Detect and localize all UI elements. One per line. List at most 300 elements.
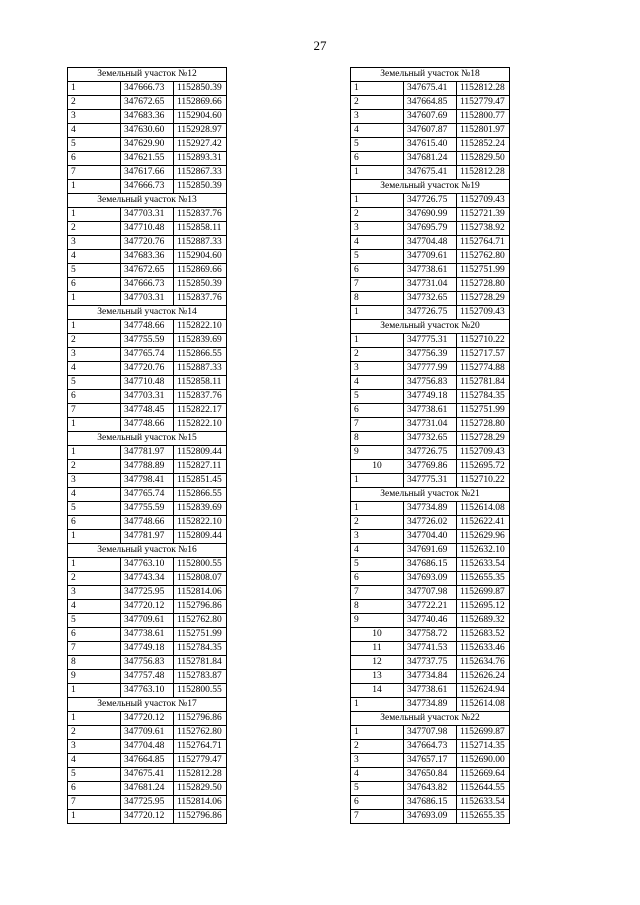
x-coordinate: 347734.89 (404, 698, 457, 712)
x-coordinate: 347743.34 (121, 572, 174, 586)
y-coordinate: 1152839.69 (174, 502, 227, 516)
table-row (351, 670, 510, 684)
y-coordinate: 1152644.55 (457, 782, 510, 796)
table-row (68, 208, 227, 222)
table-row (68, 110, 227, 124)
table-row (68, 362, 227, 376)
table-row (351, 264, 510, 278)
point-number: 3 (351, 530, 404, 544)
point-number: 6 (351, 264, 404, 278)
y-coordinate: 1152829.50 (457, 152, 510, 166)
x-coordinate: 347629.90 (121, 138, 174, 152)
y-coordinate: 1152764.71 (457, 236, 510, 250)
point-number: 5 (68, 376, 121, 390)
point-number: 3 (68, 740, 121, 754)
table-row (68, 166, 227, 180)
table-row (351, 432, 510, 446)
y-coordinate: 1152800.55 (174, 684, 227, 698)
table-row (351, 404, 510, 418)
x-coordinate: 347707.98 (404, 726, 457, 740)
x-coordinate: 347704.40 (404, 530, 457, 544)
point-number: 3 (68, 110, 121, 124)
y-coordinate: 1152710.22 (457, 334, 510, 348)
point-number: 4 (68, 754, 121, 768)
point-number: 6 (68, 782, 121, 796)
point-number: 1 (68, 530, 121, 544)
plot-title: Земельный участок №14 (68, 306, 227, 320)
x-coordinate: 347675.41 (404, 82, 457, 96)
point-number: 4 (351, 544, 404, 558)
y-coordinate: 1152714.35 (457, 740, 510, 754)
x-coordinate: 347703.31 (121, 208, 174, 222)
point-number: 4 (68, 124, 121, 138)
y-coordinate: 1152699.87 (457, 586, 510, 600)
table-row (351, 600, 510, 614)
point-number: 7 (68, 166, 121, 180)
table-row (68, 460, 227, 474)
table-row (351, 698, 510, 712)
y-coordinate: 1152827.11 (174, 460, 227, 474)
x-coordinate: 347758.72 (404, 628, 457, 642)
x-coordinate: 347756.83 (121, 656, 174, 670)
x-coordinate: 347617.66 (121, 166, 174, 180)
y-coordinate: 1152683.52 (457, 628, 510, 642)
point-number: 4 (68, 362, 121, 376)
y-coordinate: 1152695.72 (457, 460, 510, 474)
table-row (68, 586, 227, 600)
x-coordinate: 347710.48 (121, 222, 174, 236)
y-coordinate: 1152800.77 (457, 110, 510, 124)
point-number: 1 (351, 334, 404, 348)
table-row (68, 572, 227, 586)
y-coordinate: 1152690.00 (457, 754, 510, 768)
y-coordinate: 1152837.76 (174, 208, 227, 222)
table-row (68, 180, 227, 194)
plot-header-row (351, 68, 510, 82)
y-coordinate: 1152632.10 (457, 544, 510, 558)
plot-title: Земельный участок №21 (351, 488, 510, 502)
x-coordinate: 347681.24 (121, 782, 174, 796)
x-coordinate: 347749.18 (121, 642, 174, 656)
point-number: 8 (68, 656, 121, 670)
table-row (351, 782, 510, 796)
table-row (351, 656, 510, 670)
table-row (351, 348, 510, 362)
point-number: 6 (68, 152, 121, 166)
table-row (68, 404, 227, 418)
y-coordinate: 1152751.99 (174, 628, 227, 642)
x-coordinate: 347709.61 (404, 250, 457, 264)
point-number: 6 (68, 278, 121, 292)
y-coordinate: 1152822.10 (174, 418, 227, 432)
plot-header-row (351, 712, 510, 726)
point-number: 1 (351, 726, 404, 740)
x-coordinate: 347643.82 (404, 782, 457, 796)
y-coordinate: 1152738.92 (457, 222, 510, 236)
point-number: 4 (351, 768, 404, 782)
x-coordinate: 347763.10 (121, 684, 174, 698)
point-number: 4 (68, 250, 121, 264)
y-coordinate: 1152689.32 (457, 614, 510, 628)
plot-title: Земельный участок №20 (351, 320, 510, 334)
point-number: 7 (68, 404, 121, 418)
y-coordinate: 1152869.66 (174, 96, 227, 110)
y-coordinate: 1152624.94 (457, 684, 510, 698)
x-coordinate: 347695.79 (404, 222, 457, 236)
table-row (351, 222, 510, 236)
table-row (351, 208, 510, 222)
y-coordinate: 1152655.35 (457, 572, 510, 586)
table-row (351, 124, 510, 138)
y-coordinate: 1152699.87 (457, 726, 510, 740)
point-number: 12 (351, 656, 404, 670)
y-coordinate: 1152728.80 (457, 278, 510, 292)
y-coordinate: 1152904.60 (174, 110, 227, 124)
point-number: 2 (351, 96, 404, 110)
point-number: 6 (351, 572, 404, 586)
plot-title: Земельный участок №13 (68, 194, 227, 208)
point-number: 3 (351, 362, 404, 376)
x-coordinate: 347675.41 (121, 768, 174, 782)
x-coordinate: 347726.75 (404, 446, 457, 460)
x-coordinate: 347630.60 (121, 124, 174, 138)
point-number: 1 (351, 474, 404, 488)
point-number: 3 (68, 348, 121, 362)
point-number: 6 (351, 404, 404, 418)
table-row (68, 334, 227, 348)
x-coordinate: 347709.61 (121, 614, 174, 628)
point-number: 3 (351, 754, 404, 768)
table-row (351, 614, 510, 628)
x-coordinate: 347707.98 (404, 586, 457, 600)
table-row (351, 362, 510, 376)
point-number: 5 (351, 558, 404, 572)
x-coordinate: 347725.95 (121, 796, 174, 810)
x-coordinate: 347675.41 (404, 166, 457, 180)
y-coordinate: 1152614.08 (457, 502, 510, 516)
point-number: 2 (68, 726, 121, 740)
y-coordinate: 1152858.11 (174, 376, 227, 390)
table-row (351, 544, 510, 558)
x-coordinate: 347737.75 (404, 656, 457, 670)
point-number: 6 (351, 152, 404, 166)
table-row (68, 96, 227, 110)
x-coordinate: 347777.99 (404, 362, 457, 376)
x-coordinate: 347683.36 (121, 250, 174, 264)
point-number: 1 (351, 698, 404, 712)
table-row (351, 418, 510, 432)
table-row (68, 82, 227, 96)
point-number: 1 (351, 502, 404, 516)
y-coordinate: 1152717.57 (457, 348, 510, 362)
table-row (68, 348, 227, 362)
y-coordinate: 1152822.10 (174, 516, 227, 530)
x-coordinate: 347763.10 (121, 558, 174, 572)
y-coordinate: 1152928.97 (174, 124, 227, 138)
table-row (351, 278, 510, 292)
table-row (351, 502, 510, 516)
y-coordinate: 1152887.33 (174, 362, 227, 376)
y-coordinate: 1152796.86 (174, 810, 227, 824)
table-row (351, 628, 510, 642)
point-number: 4 (351, 124, 404, 138)
y-coordinate: 1152812.28 (457, 166, 510, 180)
table-row (68, 502, 227, 516)
x-coordinate: 347720.12 (121, 600, 174, 614)
table-row (351, 768, 510, 782)
table-row (68, 222, 227, 236)
y-coordinate: 1152829.50 (174, 782, 227, 796)
y-coordinate: 1152866.55 (174, 488, 227, 502)
table-row (68, 684, 227, 698)
x-coordinate: 347748.66 (121, 320, 174, 334)
table-row (68, 768, 227, 782)
x-coordinate: 347703.31 (121, 390, 174, 404)
point-number: 4 (351, 376, 404, 390)
x-coordinate: 347672.65 (121, 264, 174, 278)
y-coordinate: 1152893.31 (174, 152, 227, 166)
point-number: 4 (68, 600, 121, 614)
table-row (68, 418, 227, 432)
point-number: 3 (351, 222, 404, 236)
x-coordinate: 347756.39 (404, 348, 457, 362)
table-row (351, 376, 510, 390)
y-coordinate: 1152839.69 (174, 334, 227, 348)
table-row (351, 236, 510, 250)
point-number: 7 (351, 810, 404, 824)
y-coordinate: 1152721.39 (457, 208, 510, 222)
plot-title: Земельный участок №15 (68, 432, 227, 446)
table-row (68, 474, 227, 488)
table-row (351, 726, 510, 740)
table-row (351, 460, 510, 474)
table-row (351, 572, 510, 586)
x-coordinate: 347732.65 (404, 292, 457, 306)
table-row (351, 740, 510, 754)
plot-header-row (68, 306, 227, 320)
y-coordinate: 1152904.60 (174, 250, 227, 264)
point-number: 4 (68, 488, 121, 502)
point-number: 1 (68, 180, 121, 194)
y-coordinate: 1152927.42 (174, 138, 227, 152)
x-coordinate: 347693.09 (404, 810, 457, 824)
x-coordinate: 347738.61 (121, 628, 174, 642)
point-number: 3 (351, 110, 404, 124)
x-coordinate: 347666.73 (121, 278, 174, 292)
y-coordinate: 1152812.28 (457, 82, 510, 96)
point-number: 14 (351, 684, 404, 698)
x-coordinate: 347722.21 (404, 600, 457, 614)
table-row (351, 810, 510, 824)
x-coordinate: 347741.53 (404, 642, 457, 656)
y-coordinate: 1152633.46 (457, 642, 510, 656)
x-coordinate: 347732.65 (404, 432, 457, 446)
point-number: 5 (68, 502, 121, 516)
point-number: 1 (68, 320, 121, 334)
table-row (68, 754, 227, 768)
x-coordinate: 347798.41 (121, 474, 174, 488)
point-number: 2 (351, 208, 404, 222)
x-coordinate: 347788.89 (121, 460, 174, 474)
point-number: 10 (351, 460, 404, 474)
point-number: 1 (68, 446, 121, 460)
point-number: 5 (68, 138, 121, 152)
table-row (351, 446, 510, 460)
plot-title: Земельный участок №17 (68, 698, 227, 712)
x-coordinate: 347775.31 (404, 474, 457, 488)
point-number: 8 (351, 292, 404, 306)
x-coordinate: 347664.73 (404, 740, 457, 754)
y-coordinate: 1152709.43 (457, 306, 510, 320)
y-coordinate: 1152762.80 (174, 614, 227, 628)
point-number: 2 (68, 460, 121, 474)
point-number: 1 (68, 82, 121, 96)
table-row (68, 250, 227, 264)
x-coordinate: 347720.12 (121, 810, 174, 824)
x-coordinate: 347686.15 (404, 558, 457, 572)
point-number: 3 (68, 236, 121, 250)
point-number: 1 (351, 306, 404, 320)
y-coordinate: 1152751.99 (457, 264, 510, 278)
x-coordinate: 347731.04 (404, 278, 457, 292)
point-number: 3 (68, 474, 121, 488)
y-coordinate: 1152858.11 (174, 222, 227, 236)
point-number: 1 (68, 684, 121, 698)
table-row (68, 516, 227, 530)
y-coordinate: 1152784.35 (174, 642, 227, 656)
y-coordinate: 1152728.80 (457, 418, 510, 432)
plot-header-row (68, 68, 227, 82)
y-coordinate: 1152779.47 (457, 96, 510, 110)
point-number: 1 (351, 166, 404, 180)
plot-header-row (351, 488, 510, 502)
plot-header-row (351, 180, 510, 194)
table-row (351, 516, 510, 530)
y-coordinate: 1152869.66 (174, 264, 227, 278)
table-row (351, 474, 510, 488)
coordinates-table-left (67, 67, 227, 824)
point-number: 3 (68, 586, 121, 600)
y-coordinate: 1152800.55 (174, 558, 227, 572)
table-row (68, 810, 227, 824)
y-coordinate: 1152784.35 (457, 390, 510, 404)
x-coordinate: 347734.89 (404, 502, 457, 516)
point-number: 5 (351, 390, 404, 404)
table-row (68, 152, 227, 166)
x-coordinate: 347607.87 (404, 124, 457, 138)
y-coordinate: 1152796.86 (174, 600, 227, 614)
point-number: 5 (68, 264, 121, 278)
y-coordinate: 1152781.84 (174, 656, 227, 670)
x-coordinate: 347755.59 (121, 502, 174, 516)
y-coordinate: 1152837.76 (174, 390, 227, 404)
point-number: 7 (68, 642, 121, 656)
y-coordinate: 1152709.43 (457, 194, 510, 208)
x-coordinate: 347769.86 (404, 460, 457, 474)
table-row (68, 124, 227, 138)
y-coordinate: 1152808.07 (174, 572, 227, 586)
point-number: 2 (68, 222, 121, 236)
point-number: 6 (68, 390, 121, 404)
x-coordinate: 347704.48 (404, 236, 457, 250)
point-number: 9 (351, 614, 404, 628)
x-coordinate: 347738.61 (404, 404, 457, 418)
x-coordinate: 347748.66 (121, 418, 174, 432)
x-coordinate: 347720.76 (121, 236, 174, 250)
table-row (68, 292, 227, 306)
x-coordinate: 347738.61 (404, 684, 457, 698)
x-coordinate: 347756.83 (404, 376, 457, 390)
y-coordinate: 1152783.87 (174, 670, 227, 684)
table-row (351, 642, 510, 656)
point-number: 2 (351, 348, 404, 362)
y-coordinate: 1152814.06 (174, 796, 227, 810)
x-coordinate: 347683.36 (121, 110, 174, 124)
y-coordinate: 1152822.17 (174, 404, 227, 418)
x-coordinate: 347734.84 (404, 670, 457, 684)
page-number: 27 (313, 38, 327, 53)
y-coordinate: 1152887.33 (174, 236, 227, 250)
right-coordinates-column (350, 67, 510, 824)
point-number: 1 (351, 194, 404, 208)
y-coordinate: 1152852.24 (457, 138, 510, 152)
table-row (68, 628, 227, 642)
x-coordinate: 347748.66 (121, 516, 174, 530)
table-row (68, 600, 227, 614)
y-coordinate: 1152867.33 (174, 166, 227, 180)
x-coordinate: 347726.02 (404, 516, 457, 530)
table-row (68, 558, 227, 572)
y-coordinate: 1152669.64 (457, 768, 510, 782)
x-coordinate: 347726.75 (404, 194, 457, 208)
y-coordinate: 1152774.88 (457, 362, 510, 376)
y-coordinate: 1152695.12 (457, 600, 510, 614)
x-coordinate: 347690.99 (404, 208, 457, 222)
x-coordinate: 347681.24 (404, 152, 457, 166)
plot-header-row (68, 544, 227, 558)
y-coordinate: 1152634.76 (457, 656, 510, 670)
table-row (68, 740, 227, 754)
y-coordinate: 1152762.80 (457, 250, 510, 264)
y-coordinate: 1152796.86 (174, 712, 227, 726)
x-coordinate: 347672.65 (121, 96, 174, 110)
x-coordinate: 347709.61 (121, 726, 174, 740)
table-row (351, 390, 510, 404)
point-number: 5 (351, 138, 404, 152)
y-coordinate: 1152814.06 (174, 586, 227, 600)
x-coordinate: 347720.12 (121, 712, 174, 726)
y-coordinate: 1152751.99 (457, 404, 510, 418)
y-coordinate: 1152709.43 (457, 446, 510, 460)
point-number: 5 (68, 614, 121, 628)
y-coordinate: 1152850.39 (174, 180, 227, 194)
x-coordinate: 347765.74 (121, 348, 174, 362)
table-row (351, 96, 510, 110)
x-coordinate: 347704.48 (121, 740, 174, 754)
x-coordinate: 347726.75 (404, 306, 457, 320)
y-coordinate: 1152809.44 (174, 446, 227, 460)
point-number: 7 (68, 796, 121, 810)
y-coordinate: 1152801.97 (457, 124, 510, 138)
x-coordinate: 347749.18 (404, 390, 457, 404)
point-number: 9 (351, 446, 404, 460)
x-coordinate: 347621.55 (121, 152, 174, 166)
plot-title: Земельный участок №18 (351, 68, 510, 82)
table-row (68, 530, 227, 544)
point-number: 2 (68, 572, 121, 586)
point-number: 1 (68, 418, 121, 432)
x-coordinate: 347781.97 (121, 446, 174, 460)
